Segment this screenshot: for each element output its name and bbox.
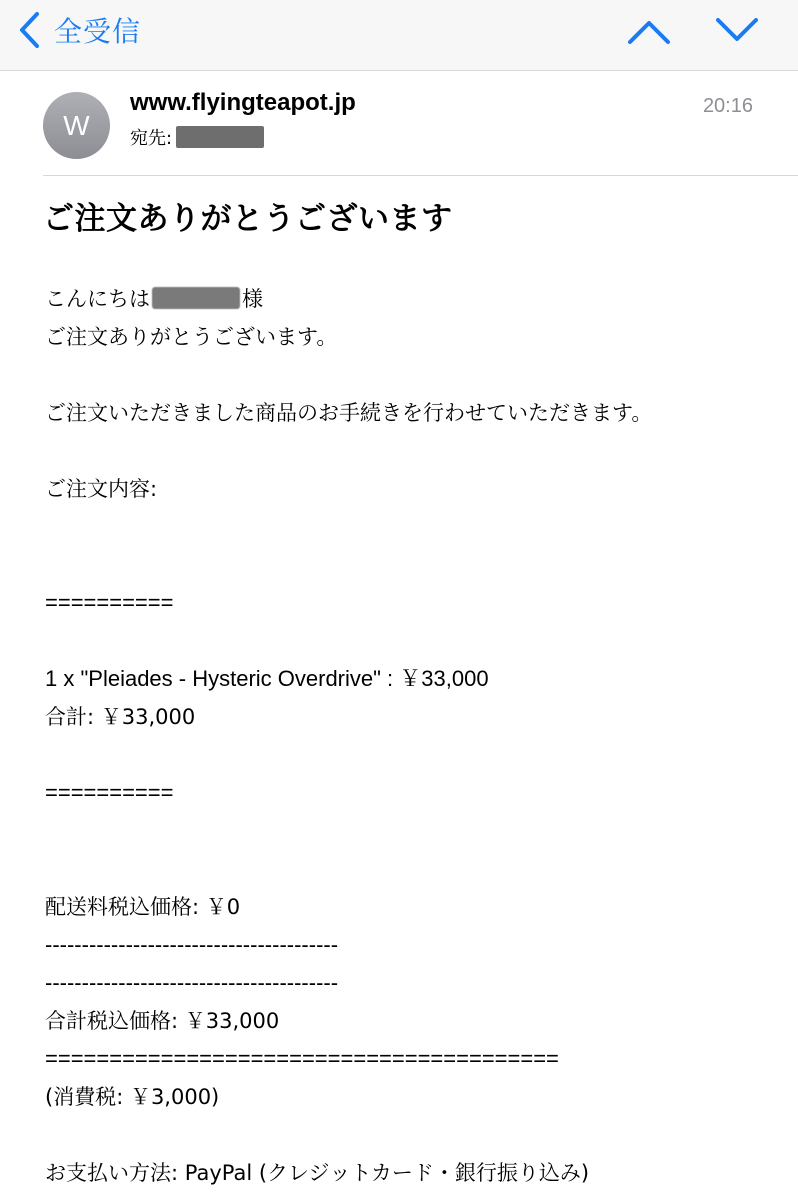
dash-separator-1: ----------------------------------------	[45, 932, 339, 957]
shipping-line: 配送料税込価格: ￥0	[45, 895, 241, 919]
total-line: 合計税込価格: ￥33,000	[45, 1009, 280, 1033]
payment-line: お支払い方法: PayPal (クレジットカード・銀行振り込み)	[45, 1161, 590, 1185]
message-header	[0, 71, 798, 175]
header-divider	[43, 175, 798, 176]
recipient-row	[130, 124, 264, 150]
tax-line: (消費税: ￥3,000)	[45, 1085, 220, 1109]
back-label: 全受信	[54, 15, 142, 48]
name-redacted	[152, 287, 240, 309]
chevron-up-icon	[627, 12, 671, 48]
message-body	[45, 280, 785, 1192]
greeting-prefix: こんにちは	[45, 287, 150, 311]
dash-separator-2: ----------------------------------------	[45, 970, 339, 995]
recipient-redacted[interactable]	[176, 126, 264, 148]
next-message-button[interactable]	[715, 12, 759, 48]
greeting-suffix: 様	[242, 287, 263, 311]
previous-message-button[interactable]	[627, 12, 671, 48]
chevron-down-icon	[715, 12, 759, 48]
message-subject: ご注文ありがとうございます	[43, 201, 453, 237]
separator-bottom: ==========	[45, 780, 174, 805]
recipient-label: 宛先:	[130, 128, 173, 149]
sender-name[interactable]: www.flyingteapot.jp	[130, 89, 356, 116]
avatar-letter: W	[63, 109, 90, 141]
avatar[interactable]	[43, 92, 110, 159]
order-label: ご注文内容:	[45, 477, 158, 501]
navigation-bar	[0, 0, 798, 71]
subtotal-line: 合計: ￥33,000	[45, 705, 196, 729]
separator-top: ==========	[45, 590, 174, 615]
chevron-left-icon	[18, 11, 40, 49]
message-time: 20:16	[702, 95, 753, 117]
back-button[interactable]	[18, 10, 141, 50]
item-line: 1 x "Pleiades - Hysteric Overdrive" : ￥33,000	[45, 666, 489, 691]
procedure-line: ご注文いただきました商品のお手続きを行わせていただきます。	[45, 401, 653, 425]
separator-long: ========================================	[45, 1046, 559, 1071]
thanks-line: ご注文ありがとうございます。	[45, 325, 338, 349]
greeting-line	[45, 280, 785, 318]
